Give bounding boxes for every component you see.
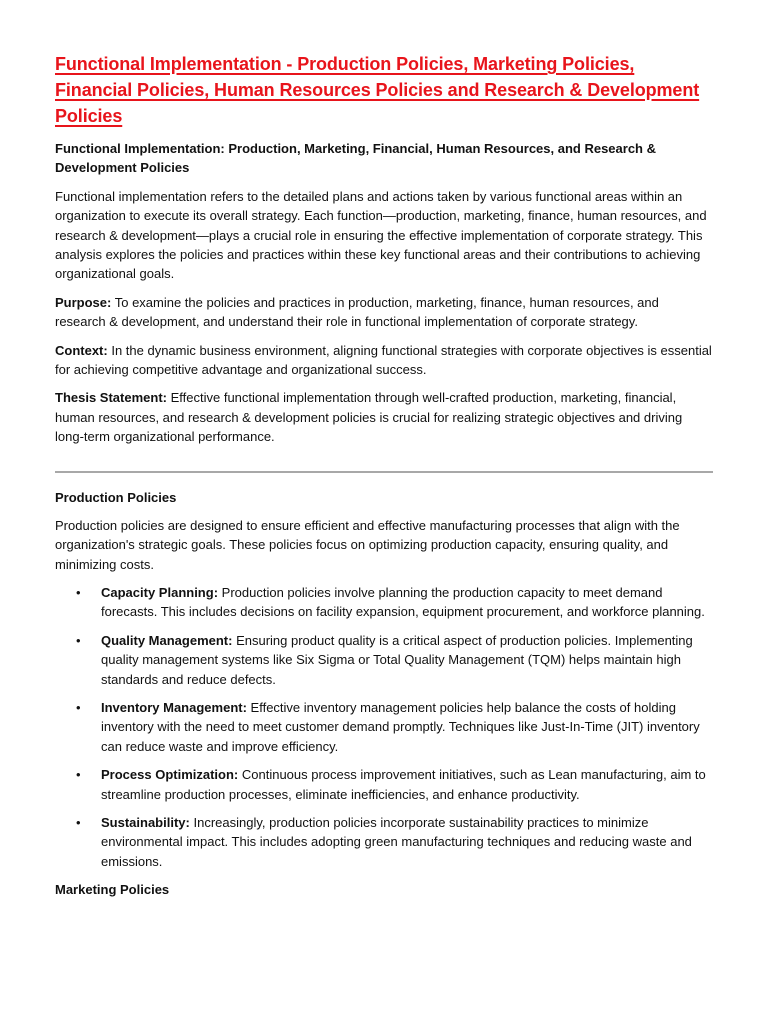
list-item-text: Increasingly, production policies incorporate sustainability practices to minimize environmental impact. This includes adopting green manufacturing techniques and reducing waste and emissions.: [101, 814, 692, 869]
bullet-icon: •: [76, 699, 81, 715]
list-item-text: Continuous process improvement initiatives, such as Lean manufacturing, aim to streamline production processes, eliminate inefficiencies, and enhance productivity.: [101, 767, 706, 802]
document-title: Functional Implementation - Production Policies, Marketing Policies, Financial Policies, Human Resources Policies and Research & Development Policies: [55, 54, 700, 126]
list-item-label: Capacity Planning:: [101, 584, 219, 600]
section-divider: [55, 471, 713, 473]
production-heading: Production Policies: [55, 489, 177, 505]
thesis-label: Thesis Statement:: [55, 390, 167, 406]
list-item-label: Process Optimization:: [101, 767, 239, 783]
thesis-paragraph: [55, 388, 713, 446]
document-subtitle: Functional Implementation: Production, Marketing, Financial, Human Resources, and Research & Development Policies: [55, 141, 656, 176]
list-item-text: Ensuring product quality is a critical aspect of production policies. Implementing quality management systems like Six Sigma or Total Quality Management (TQM) helps maintain high standards and reduce defects.: [101, 632, 693, 687]
list-item-text: Production policies involve planning the production capacity to meet demand forecasts. This includes decisions on facility expansion, equipment procurement, and workforce planning.: [101, 584, 705, 620]
list-item: [55, 583, 713, 622]
bullet-icon: •: [76, 814, 81, 830]
bullet-icon: •: [76, 632, 81, 648]
list-item-label: Sustainability:: [101, 814, 190, 830]
marketing-heading: Marketing Policies: [55, 882, 170, 898]
list-item: [55, 631, 713, 689]
context-paragraph: [55, 341, 713, 380]
list-item: [55, 698, 713, 756]
context-label: Context:: [55, 342, 108, 358]
production-policy-list: [55, 583, 713, 871]
purpose-text: To examine the policies and practices in production, marketing, finance, human resources, and research & development, and understand their role in functional implementation of corporate strategy.: [55, 294, 659, 330]
bullet-icon: •: [76, 584, 81, 600]
purpose-label: Purpose:: [55, 294, 112, 310]
list-item: [55, 813, 713, 871]
list-item-label: Inventory Management:: [101, 699, 247, 715]
production-intro: Production policies are designed to ensure efficient and effective manufacturing processes that align with the organization's strategic goals. These policies focus on optimizing production capacity, ensuring quality, and minimizing costs.: [55, 517, 680, 572]
thesis-text: Effective functional implementation through well-crafted production, marketing, financial, human resources, and research & development policies is crucial for realizing strategic objectives and driving long-term organizational performance.: [55, 390, 683, 445]
list-item-label: Quality Management:: [101, 632, 233, 648]
intro-paragraph: Functional implementation refers to the detailed plans and actions taken by various functional areas within an organization to execute its overall strategy. Each function—production, marketing, finance, human resources, and research & development—plays a crucial role in ensuring the effective implementation of corporate strategy. This analysis explores the policies and practices within these key functional areas and their contributions to achieving organizational goals.: [55, 188, 707, 282]
context-text: In the dynamic business environment, aligning functional strategies with corporate objectives is essential for achieving competitive advantage and organizational success.: [55, 342, 712, 378]
list-item: [55, 765, 713, 804]
purpose-paragraph: [55, 293, 713, 332]
list-item-text: Effective inventory management policies help balance the costs of holding inventory with the need to meet customer demand promptly. Techniques like Just-In-Time (JIT) inventory can reduce waste and improve efficiency.: [101, 699, 700, 754]
bullet-icon: •: [76, 767, 81, 783]
